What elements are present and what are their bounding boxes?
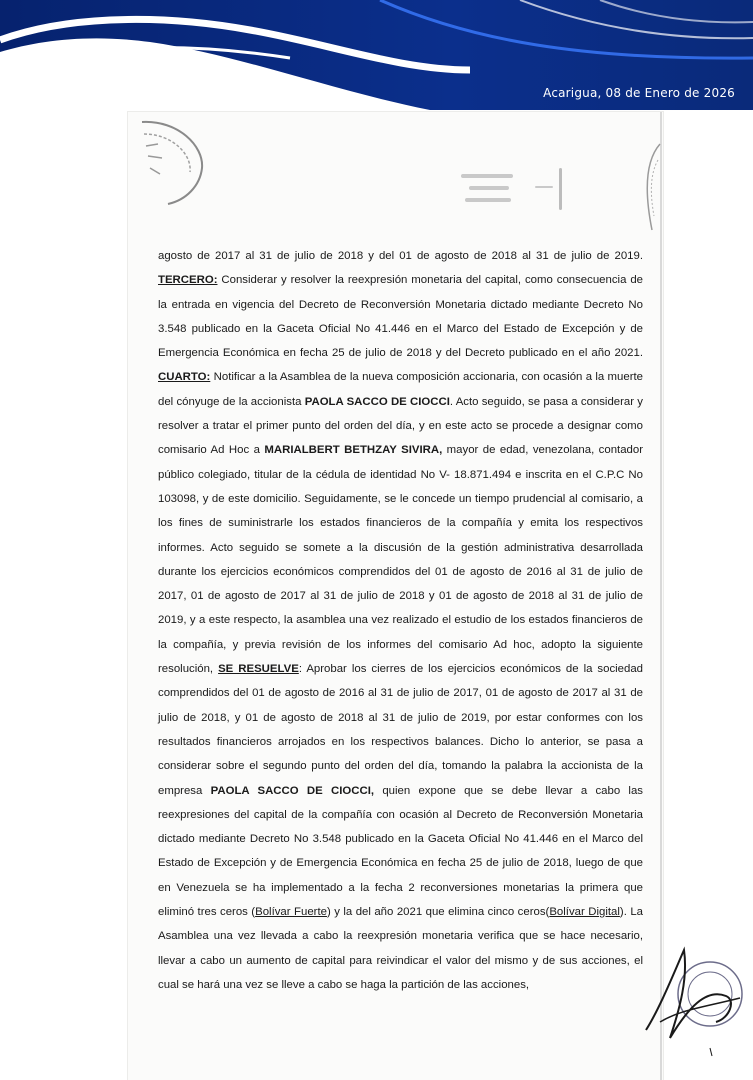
text-segment: MARIALBERT BETHZAY SIVIRA, [264,444,443,457]
official-seal-left-icon [138,116,208,206]
text-segment: Notificar a la Asamblea de la nueva composición accionaria, con ocasión a la muerte del cónyuge de la accionista [158,371,643,408]
document-body-text [158,244,643,997]
signature-stamp-icon [640,938,750,1058]
text-segment: PAOLA SACCO DE CIOCCI, [210,784,375,797]
text-segment: Bolívar Fuerte [255,906,327,919]
text-segment: Considerar y resolver la reexpresión monetaria del capital, como consecuencia de la entrada en vigencia del Decreto de Reconversión Monetaria dictado mediante Decreto No 3.548 publicado en la Gaceta Oficial No 41.446 en el Marco del Estado de Excepción y de Emergencia Económica en fecha 25 de julio de 2018 y del Decreto publicado en el año 2021. [158,274,643,360]
text-segment: mayor de edad, venezolana, contador público colegiado, titular de la cédula de identidad No V- 18.871.494 e inscrita en el C.P.C No 103098, y de este domicilio. Seguidamente, se le concede un tiempo prudencial al comisario, a los fines de suministrarle los estados financieros de la compañía y emita los respectivos informes. Acto seguido se somete a la discusión de la gestión administrativa desarrollada durante los ejercicios económicos comprendidos del 01 de agosto de 2016 al 31 de julio de 2017, 01 de agosto de 2017 al 31 de julio de 2018 y 01 de agosto de 2018 al 31 de julio de 2019, y a este respecto, la asamblea una vez realizado el estudio de los estados financieros de la compañía, y previa revisión de los informes del comisario Ad hoc, adopto la siguiente resolución, [158,444,644,676]
text-segment: CUARTO: [158,371,211,384]
text-segment: ). La Asamblea una vez llevada a cabo la reexpresión monetaria verifica que se hace necesario, llevar a cabo un aumento de capital para reivindicar el valor del mismo y de sus acciones, el cual se hará una vez se lleve a cabo se haga la partición de las acciones, [158,906,643,991]
text-segment: quien expone que se debe llevar a cabo las reexpresiones del capital de la compañía con ocasión al Decreto de Reconversión Monetaria dictado mediante Decreto No 3.548 publicado en la Gaceta Oficial No 41.446 en el Marco del Estado de Excepción y de Emergencia Económica en fecha 25 de julio de 2018, luego de que en Venezuela se ha implementado a la fecha 2 reconversiones monetarias la primera que eliminó tres ceros ( [158,784,643,919]
scan-edge [660,112,662,1080]
document-paragraph [158,244,643,997]
text-segment: : Aprobar los cierres de los ejercicios económicos de la sociedad comprendidos del 01 de agosto de 2016 al 31 de julio de 2017, 01 de agosto de 2017 al 31 de julio de 2018, y 01 de agosto de 2018 al 31 de julio de 2019, por estar conformes con los resultados financieros arrojados en los respectivos balances. Dicho lo anterior, se pasa a considerar sobre el segundo punto del orden del día, tomando la palabra la accionista de la empresa [158,663,644,797]
text-segment: PAOLA SACCO DE CIOCCI [304,395,450,408]
text-segment: . Acto seguido, se pasa a considerar y resolver a tratar el primer punto del orden del día, y en este acto se procede a designar como comisario Ad Hoc a [158,395,644,457]
faded-stamp [455,168,575,214]
text-segment: agosto de 2017 al 31 de julio de 2018 y del 01 de agosto de 2018 al 31 de julio de 2019. [158,250,643,262]
header-date: Acarigua, 08 de Enero de 2026 [543,86,735,100]
text-segment: TERCERO: [158,274,218,287]
text-segment: SE RESUELVE [218,663,299,676]
text-segment: Bolívar Digital [549,906,620,919]
text-segment: ) y la del año 2021 que elimina cinco ceros( [326,906,550,919]
official-seal-right-icon [640,140,662,240]
